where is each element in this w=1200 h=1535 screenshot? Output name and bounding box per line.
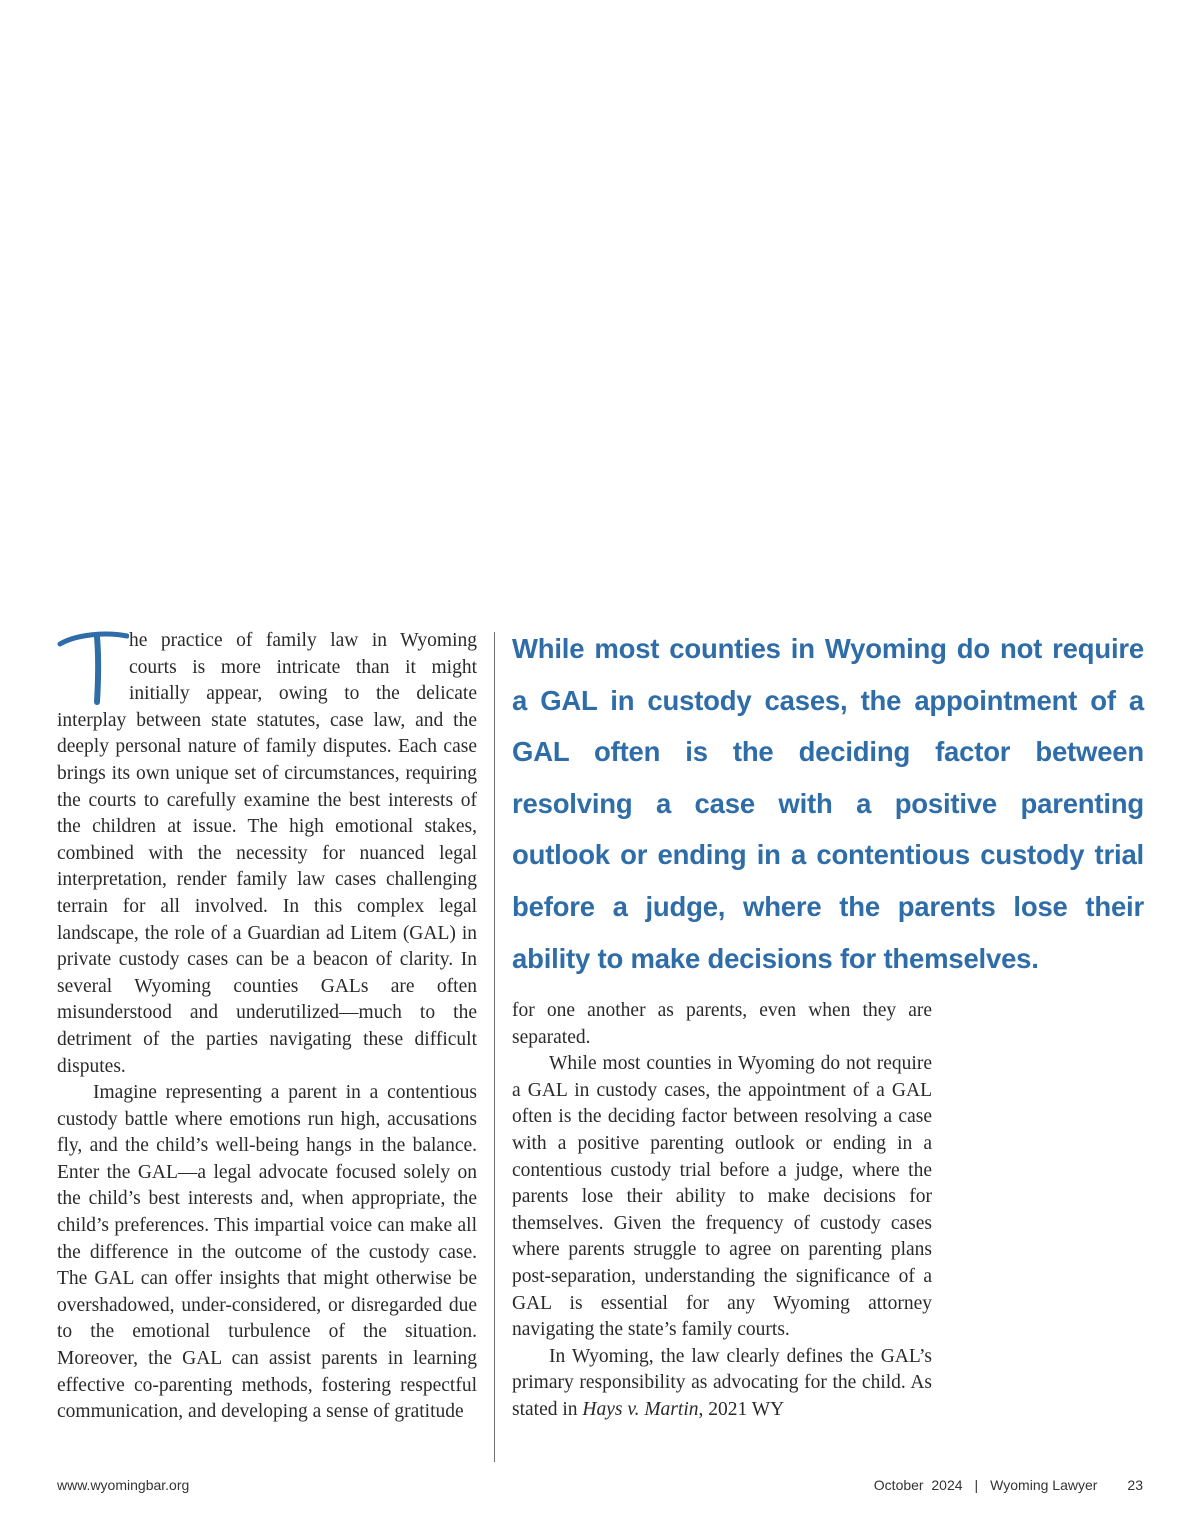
- footer-issue: October 2024: [873, 1477, 963, 1493]
- gal-appointment-paragraph: While most counties in Wyoming do not require a GAL in custody cases, the appointment of a GAL often is the deciding factor between resolving a case with a positive parenting outlook or ending in a contentious custody trial before a judge, where the parents lose their ability to make decisions for themselves. Given the frequency of custody cases where parents struggle to agree on parenting plans post-separation, understanding the significance of a GAL is essential for any Wyoming attorney navigating the state’s family courts.: [512, 1053, 932, 1341]
- column-divider: [494, 632, 495, 1462]
- second-paragraph: Imagine representing a parent in a contentious custody battle where emotions run high, accusations fly, and the child’s well-being hangs in the balance. Enter the GAL—a legal advocate focused solely on the child’s best interests and, when appropriate, the child’s preferences. This impartial voice can make all the difference in the outcome of the custody case. The GAL can offer insights that might otherwise be overshadowed, under-considered, or disregarded due to the emotional turbulence of the situation. Moreover, the GAL can assist parents in learning effective co-parenting methods, fostering respectful communication, and developing a sense of gratitude: [57, 1082, 477, 1423]
- law-paragraph-start: In Wyoming, the law clearly defines the GAL’s primary responsibility as advocating for the child. As stated in: [512, 1345, 932, 1420]
- right-column: [512, 998, 932, 1424]
- intro-paragraph: [57, 628, 477, 1080]
- footer-separator: |: [974, 1477, 979, 1493]
- page-number: 23: [1127, 1477, 1143, 1493]
- footer-website: www.wyomingbar.org: [57, 1477, 190, 1493]
- intro-paragraph-text: he practice of family law in Wyoming courts is more intricate than it might initially appear, owing to the delicate interplay between state statutes, case law, and the deeply personal nature of family disputes. Each case brings its own unique set of circumstances, requiring the courts to carefully examine the best interests of the children at issue. The high emotional stakes, combined with the necessity for nuanced legal interpretation, render family law cases challenging terrain for all involved. In this complex legal landscape, the role of a Guardian ad Litem (GAL) in private custody cases can be a beacon of clarity. In several Wyoming counties GALs are often misunderstood and underutilized—much to the detriment of the parties navigating these difficult disputes.: [57, 630, 477, 1077]
- drop-cap-letter-graphic: [57, 630, 129, 706]
- wyoming-law-paragraph: [512, 1344, 932, 1424]
- footer-publication: Wyoming Lawyer: [990, 1477, 1098, 1493]
- drop-cap: [57, 628, 129, 704]
- case-citation: Hays v. Martin: [582, 1398, 699, 1420]
- footer-info: [874, 1477, 1143, 1493]
- left-column: [57, 628, 477, 1426]
- pull-quote: While most counties in Wyoming do not require a GAL in custody cases, the appointment of a GAL often is the deciding factor between resolving a case with a positive parenting outlook or ending in a contentious custody trial before a judge, where the parents lose their ability to make decisions for themselves.: [512, 633, 1144, 974]
- law-paragraph-end: , 2021 WY: [698, 1398, 785, 1420]
- continued-paragraph: for one another as parents, even when they are separated.: [512, 1000, 932, 1048]
